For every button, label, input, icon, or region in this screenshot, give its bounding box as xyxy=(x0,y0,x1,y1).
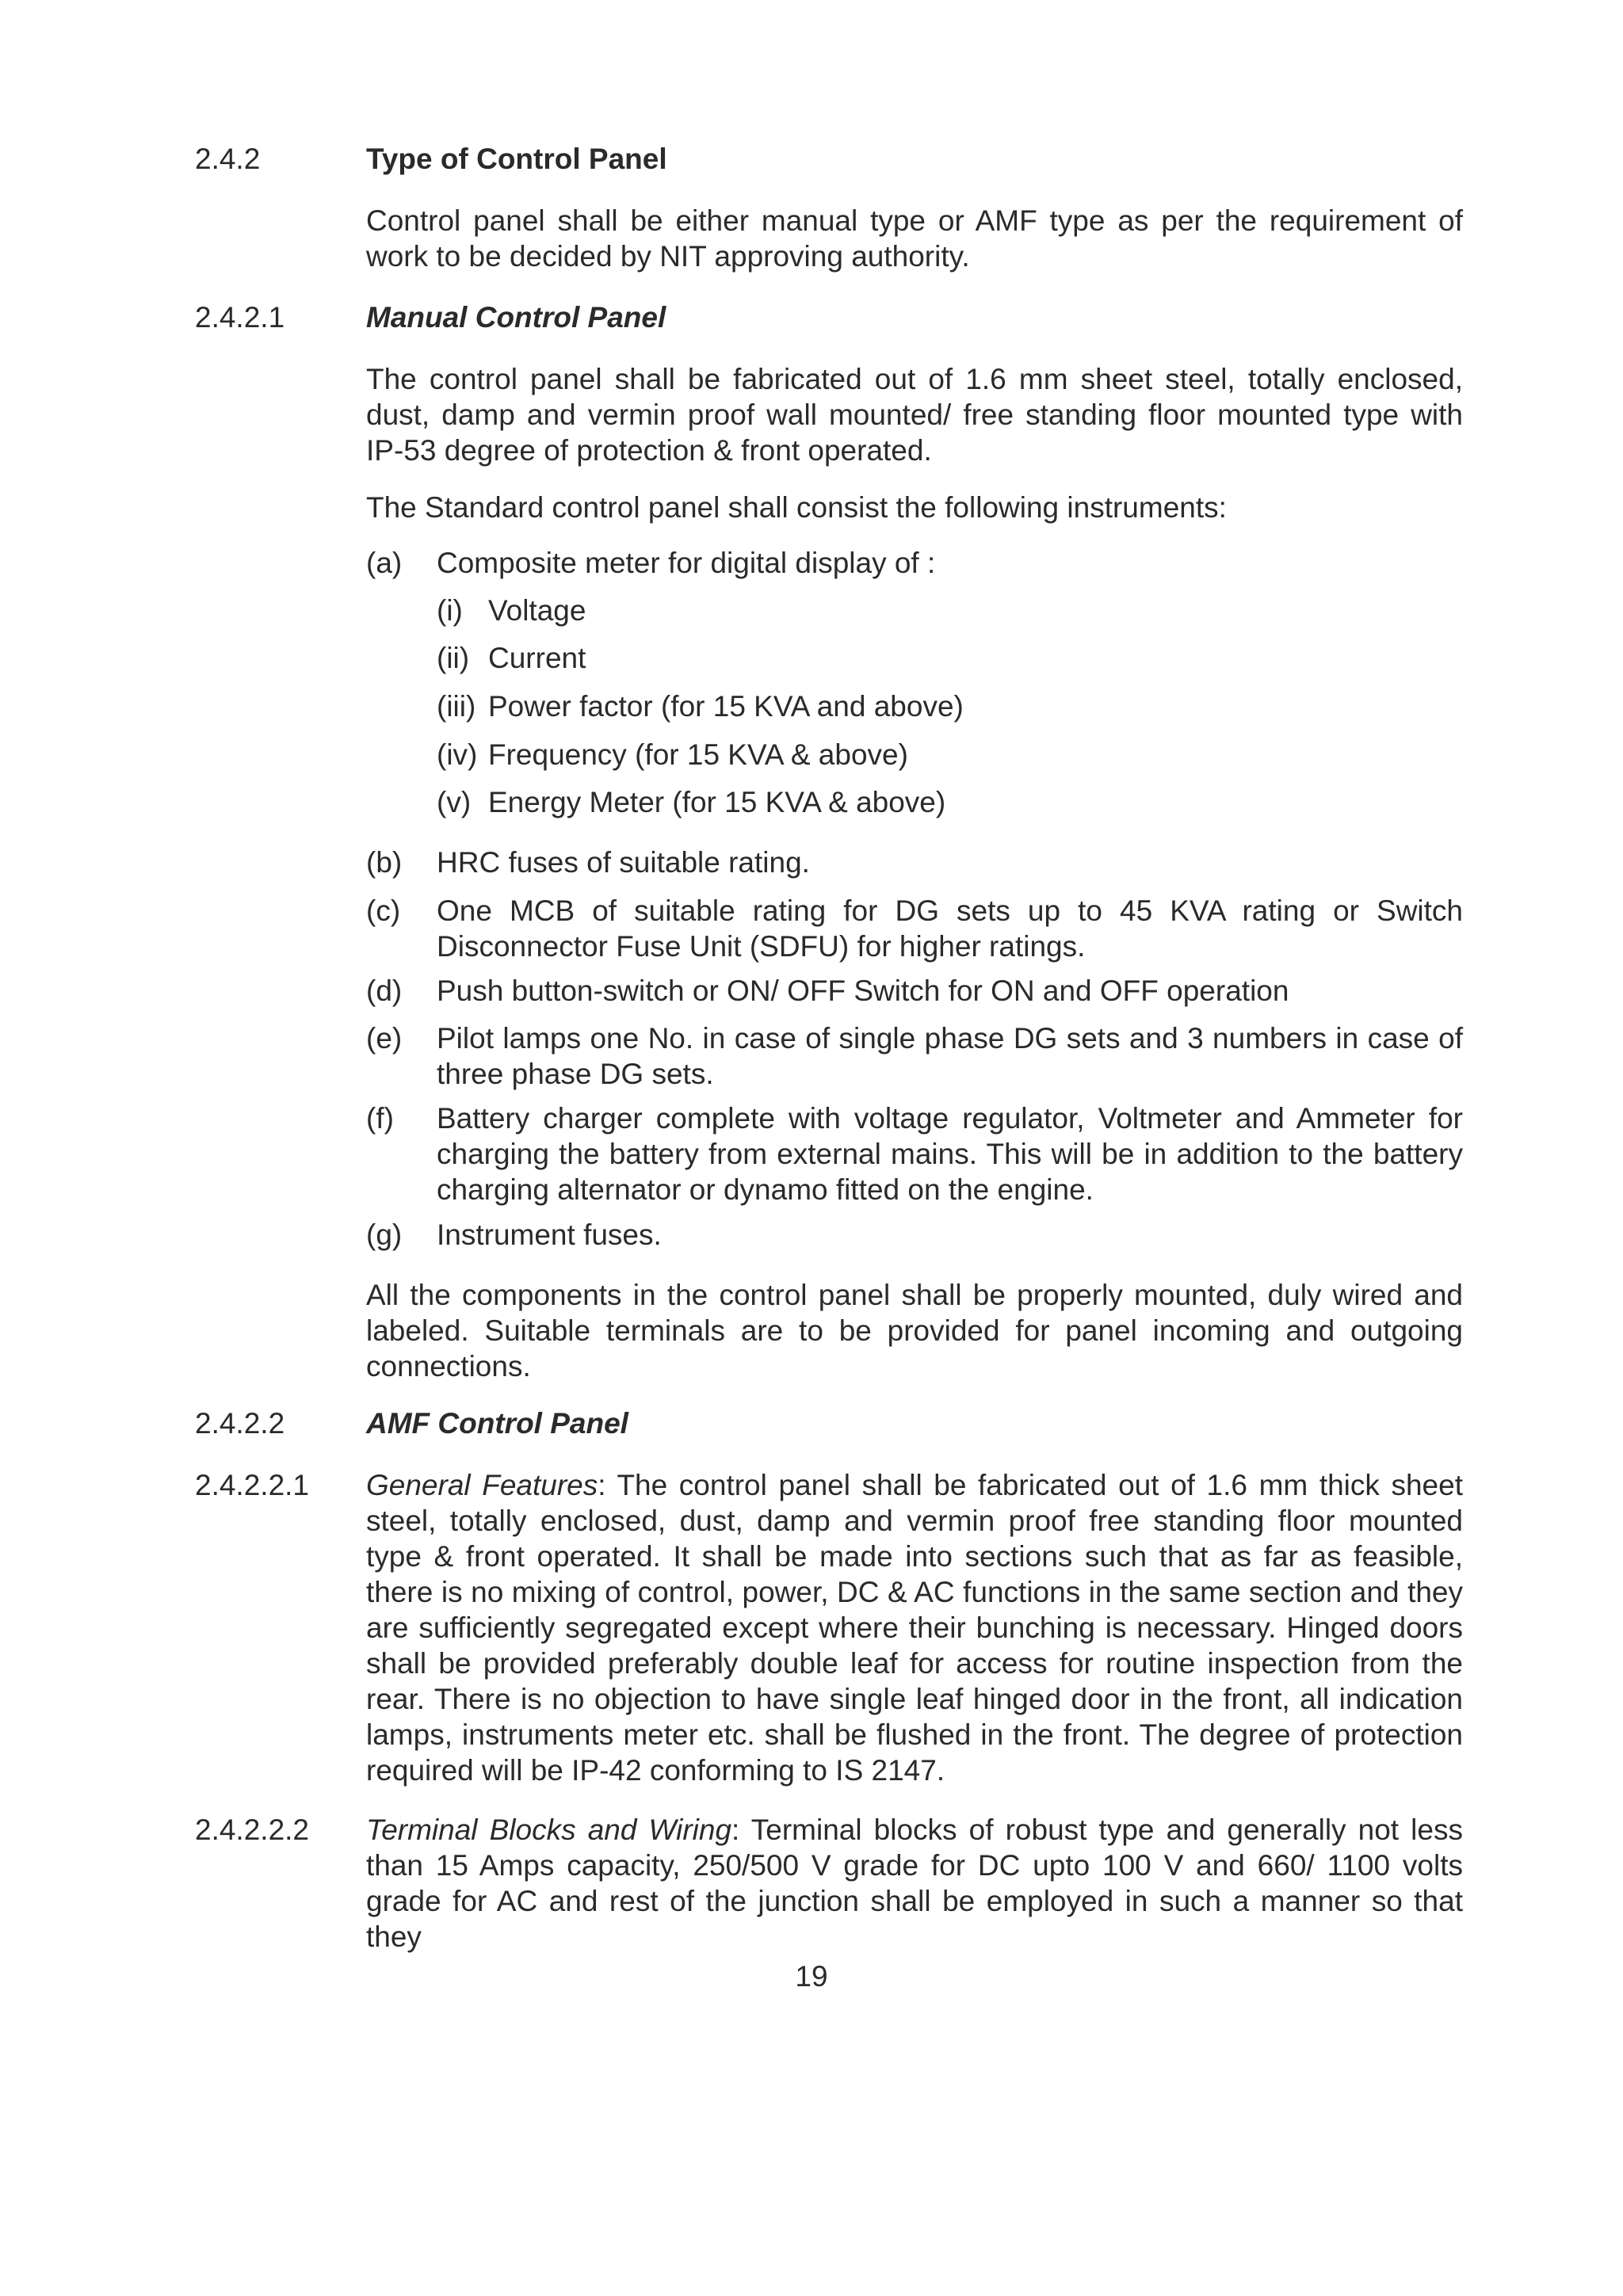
list-label: (d) xyxy=(366,974,403,1007)
section-number: 2.4.2.2 xyxy=(195,1407,285,1440)
list-item: Push button-switch or ON/ OFF Switch for ON and OFF operation xyxy=(437,974,1289,1007)
paragraph: All the components in the control panel shall be properly mounted, duly wired and labeled. Suitable terminals are to be provided for panel incoming and outgoing connections. xyxy=(366,1279,1463,1383)
list-label: (g) xyxy=(366,1219,403,1251)
sublist-label: (v) xyxy=(437,786,472,818)
list-item: Composite meter for digital display of : xyxy=(437,547,936,579)
list-label: (e) xyxy=(366,1022,403,1055)
list-label: (c) xyxy=(366,894,401,927)
list-label: (a) xyxy=(366,547,403,579)
sublist-label: (iii) xyxy=(437,690,476,723)
sublist-item: Voltage xyxy=(488,594,586,627)
list-item: Pilot lamps one No. in case of single phase DG sets and 3 numbers in case of three phase DG sets. xyxy=(437,1022,1463,1090)
paragraph-lead: Terminal Blocks and Wiring xyxy=(366,1814,732,1846)
paragraph: Control panel shall be either manual type or AMF type as per the requirement of work to be decided by NIT approving authority. xyxy=(366,204,1463,273)
paragraph: The control panel shall be fabricated out of 1.6 mm sheet steel, totally enclosed, dust, damp and vermin proof wall mounted/ free standing floor mounted type with IP-53 degree of protection & front operated. xyxy=(366,363,1463,467)
list-label: (b) xyxy=(366,846,403,879)
section-number: 2.4.2.2.1 xyxy=(195,1469,310,1501)
paragraph: The Standard control panel shall consist the following instruments: xyxy=(366,491,1227,524)
paragraph-lead: General Features xyxy=(366,1469,598,1501)
section-number: 2.4.2.2.2 xyxy=(195,1814,310,1846)
sublist-item: Power factor (for 15 KVA and above) xyxy=(488,690,964,723)
sublist-item: Frequency (for 15 KVA & above) xyxy=(488,738,908,771)
list-item: Instrument fuses. xyxy=(437,1219,662,1251)
sublist-item: Current xyxy=(488,642,586,674)
paragraph-text: : The control panel shall be fabricated out of 1.6 mm thick sheet steel, totally enclosed, dust, damp and vermin proof free standing floor mounted type & front operated. It shall be made into sections such that as far as feasible, there is no mixing of control, power, DC & AC functions in the same section and they are sufficiently segregated except where their bunching is necessary. Hinged doors shall be provided preferably double leaf for access for routine inspection from the rear. There is no objection to have single leaf hinged door in the front, all indication lamps, instruments meter etc. shall be flushed in the front. The degree of protection required will be IP-42 conforming to IS 2147. xyxy=(366,1469,1463,1787)
list-label: (f) xyxy=(366,1102,394,1135)
section-title: Manual Control Panel xyxy=(366,301,666,334)
paragraph xyxy=(366,1467,1463,1788)
section-title: AMF Control Panel xyxy=(366,1407,628,1440)
sublist-label: (i) xyxy=(437,594,463,627)
sublist-item: Energy Meter (for 15 KVA & above) xyxy=(488,786,946,818)
sublist-label: (ii) xyxy=(437,642,470,674)
section-number: 2.4.2 xyxy=(195,143,261,175)
paragraph-text: : Terminal blocks of robust type and generally not less than 15 Amps capacity, 250/500 V grade for DC upto 100 V and 660/ 1100 volts grade for AC and rest of the junction shall be employed in such a manner so that they xyxy=(366,1814,1463,1953)
list-item: HRC fuses of suitable rating. xyxy=(437,846,810,879)
section-title: Type of Control Panel xyxy=(366,143,667,175)
list-item: One MCB of suitable rating for DG sets up to 45 KVA rating or Switch Disconnector Fuse Unit (SDFU) for higher ratings. xyxy=(437,894,1463,963)
page-number: 19 xyxy=(795,1960,828,1993)
paragraph xyxy=(366,1812,1463,1955)
list-item: Battery charger complete with voltage regulator, Voltmeter and Ammeter for charging the battery from external mains. This will be in addition to the battery charging alternator or dynamo fitted on the engine. xyxy=(437,1102,1463,1206)
section-number: 2.4.2.1 xyxy=(195,301,285,334)
sublist-label: (iv) xyxy=(437,738,478,771)
